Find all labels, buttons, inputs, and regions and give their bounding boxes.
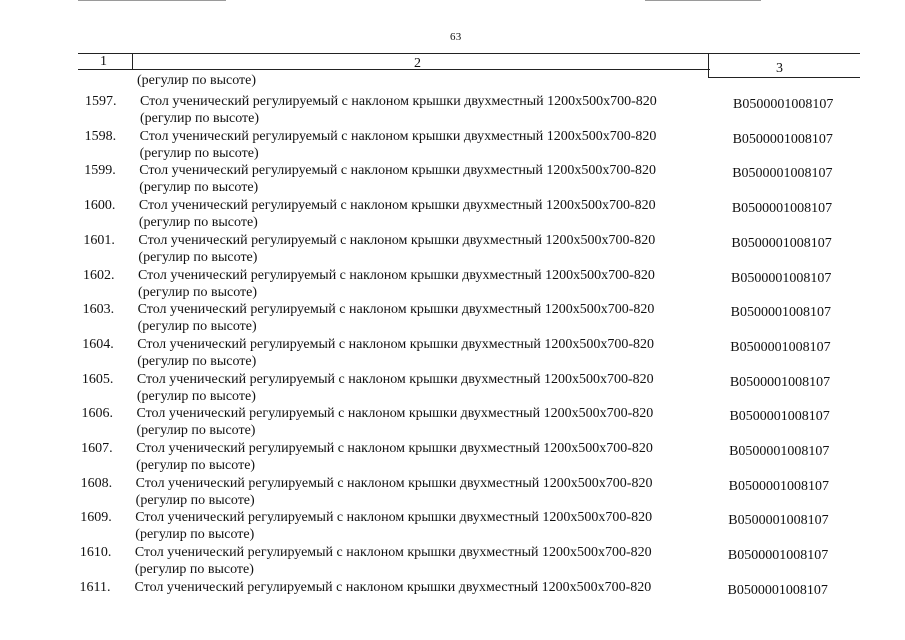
row-description: Стол ученический регулируемый с наклоном крышки двухместный 1200x500x700-820: [135, 510, 653, 526]
table-row: [79, 579, 828, 614]
table-row: [81, 371, 831, 406]
row-description-continuation: (регулир по высоте): [135, 492, 255, 508]
row-description: Стол ученический регулируемый с наклоном крышки двухместный 1200x500x700-820: [139, 163, 656, 179]
row-number: 1602.: [83, 267, 115, 283]
row-description-continuation: (регулир по высоте): [136, 458, 256, 473]
row-number: 1600.: [83, 198, 116, 214]
table-row: [83, 232, 832, 267]
table-row: [85, 94, 834, 128]
row-description: Стол ученический регулируемый с наклоном крышки двухместный 1200x500x700-820: [135, 475, 653, 491]
table-row: [81, 441, 830, 475]
page-number: 63: [450, 31, 462, 43]
row-description: Стол ученический регулируемый с наклоном крышки двухместный 1200x500x700-820: [136, 441, 653, 456]
row-number: 1607.: [81, 441, 113, 456]
row-description: Стол ученический регулируемый с наклоном крышки двухместный 1200x500x700-820: [139, 128, 657, 144]
column-header-3: 3: [776, 61, 783, 76]
row-code: B0500001008107: [730, 305, 831, 321]
table-row: [82, 302, 831, 336]
row-description-continuation: (регулир по высоте): [138, 249, 258, 265]
table-row: [84, 128, 833, 163]
row-number: 1601.: [83, 232, 115, 248]
row-description: Стол ученический регулируемый с наклоном крышки двухместный 1200x500x700-820: [134, 579, 652, 595]
row-number: 1603.: [82, 302, 115, 318]
row-number: 1597.: [85, 94, 117, 109]
row-description-continuation: (регулир по высоте): [140, 111, 260, 126]
row-description-continuation: (регулир по высоте): [136, 423, 256, 439]
row-description-continuation: (регулир по высоте): [139, 180, 259, 196]
table-row: [81, 406, 830, 440]
row-number: 1599.: [84, 163, 116, 179]
table-row: [80, 510, 829, 544]
table-row: [82, 336, 831, 371]
row-code: B0500001008107: [727, 582, 828, 598]
row-description-continuation: (регулир по высоте): [135, 527, 255, 543]
row-number: 1611.: [79, 579, 111, 595]
row-code: B0500001008107: [728, 513, 829, 529]
row-description-continuation: (регулир по высоте): [139, 145, 259, 161]
row-description-continuation: (регулир по высоте): [137, 353, 257, 369]
row-description: Стол ученический регулируемый с наклоном крышки двухместный 1200x500x700-820: [137, 336, 655, 352]
row-description-continuation: (регулир по высоте): [138, 284, 258, 300]
row-code: B0500001008107: [728, 478, 830, 494]
row-number: 1608.: [80, 475, 113, 491]
row-number: 1604.: [82, 336, 114, 352]
row-description: Стол ученический регулируемый с наклоном крышки двухместный 1200x500x700-820: [136, 406, 654, 422]
row-code: B0500001008107: [727, 548, 829, 564]
row-description-continuation: (регулир по высоте): [137, 319, 257, 335]
row-number: 1609.: [80, 510, 112, 526]
column-header-1: 1: [100, 54, 107, 69]
table-row: [83, 198, 833, 232]
row-description-continuation: (регулир по высоте): [134, 562, 254, 578]
row-number: 1598.: [84, 128, 117, 144]
row-description-continuation: (регулир по высоте): [136, 388, 256, 404]
row-number: 1605.: [81, 371, 114, 387]
row-code: B0500001008107: [731, 270, 832, 286]
row-code: B0500001008107: [731, 201, 833, 217]
column-header-2: 2: [414, 56, 421, 71]
carry-over-text: (регулир по высоте): [137, 73, 257, 88]
row-description-continuation: (регулир по высоте): [138, 215, 258, 231]
table-row: [79, 545, 829, 579]
table-row: [80, 475, 830, 510]
row-code: B0500001008107: [730, 339, 831, 355]
row-number: 1610.: [79, 545, 112, 561]
row-description: Стол ученический регулируемый с наклоном крышки двухместный 1200x500x700-820: [140, 94, 657, 109]
row-description: Стол ученический регулируемый с наклоном крышки двухместный 1200x500x700-820: [137, 302, 655, 318]
row-code: B0500001008107: [733, 97, 834, 112]
table-row: [84, 163, 833, 197]
row-code: B0500001008107: [731, 235, 832, 251]
row-description: Стол ученический регулируемый с наклоном крышки двухместный 1200x500x700-820: [138, 267, 655, 283]
row-description: Стол ученический регулируемый с наклоном крышки двухместный 1200x500x700-820: [138, 232, 656, 248]
row-code: B0500001008107: [729, 409, 830, 425]
row-code: B0500001008107: [729, 444, 830, 459]
row-description: Стол ученический регулируемый с наклоном крышки двухместный 1200x500x700-820: [134, 545, 652, 561]
row-description: Стол ученический регулируемый с наклоном крышки двухместный 1200x500x700-820: [136, 371, 654, 387]
row-description: Стол ученический регулируемый с наклоном крышки двухместный 1200x500x700-820: [138, 198, 656, 214]
row-code: B0500001008107: [732, 131, 833, 147]
table-row: [83, 267, 832, 302]
row-code: B0500001008107: [732, 166, 833, 182]
row-number: 1606.: [81, 406, 113, 422]
row-code: B0500001008107: [729, 374, 831, 390]
